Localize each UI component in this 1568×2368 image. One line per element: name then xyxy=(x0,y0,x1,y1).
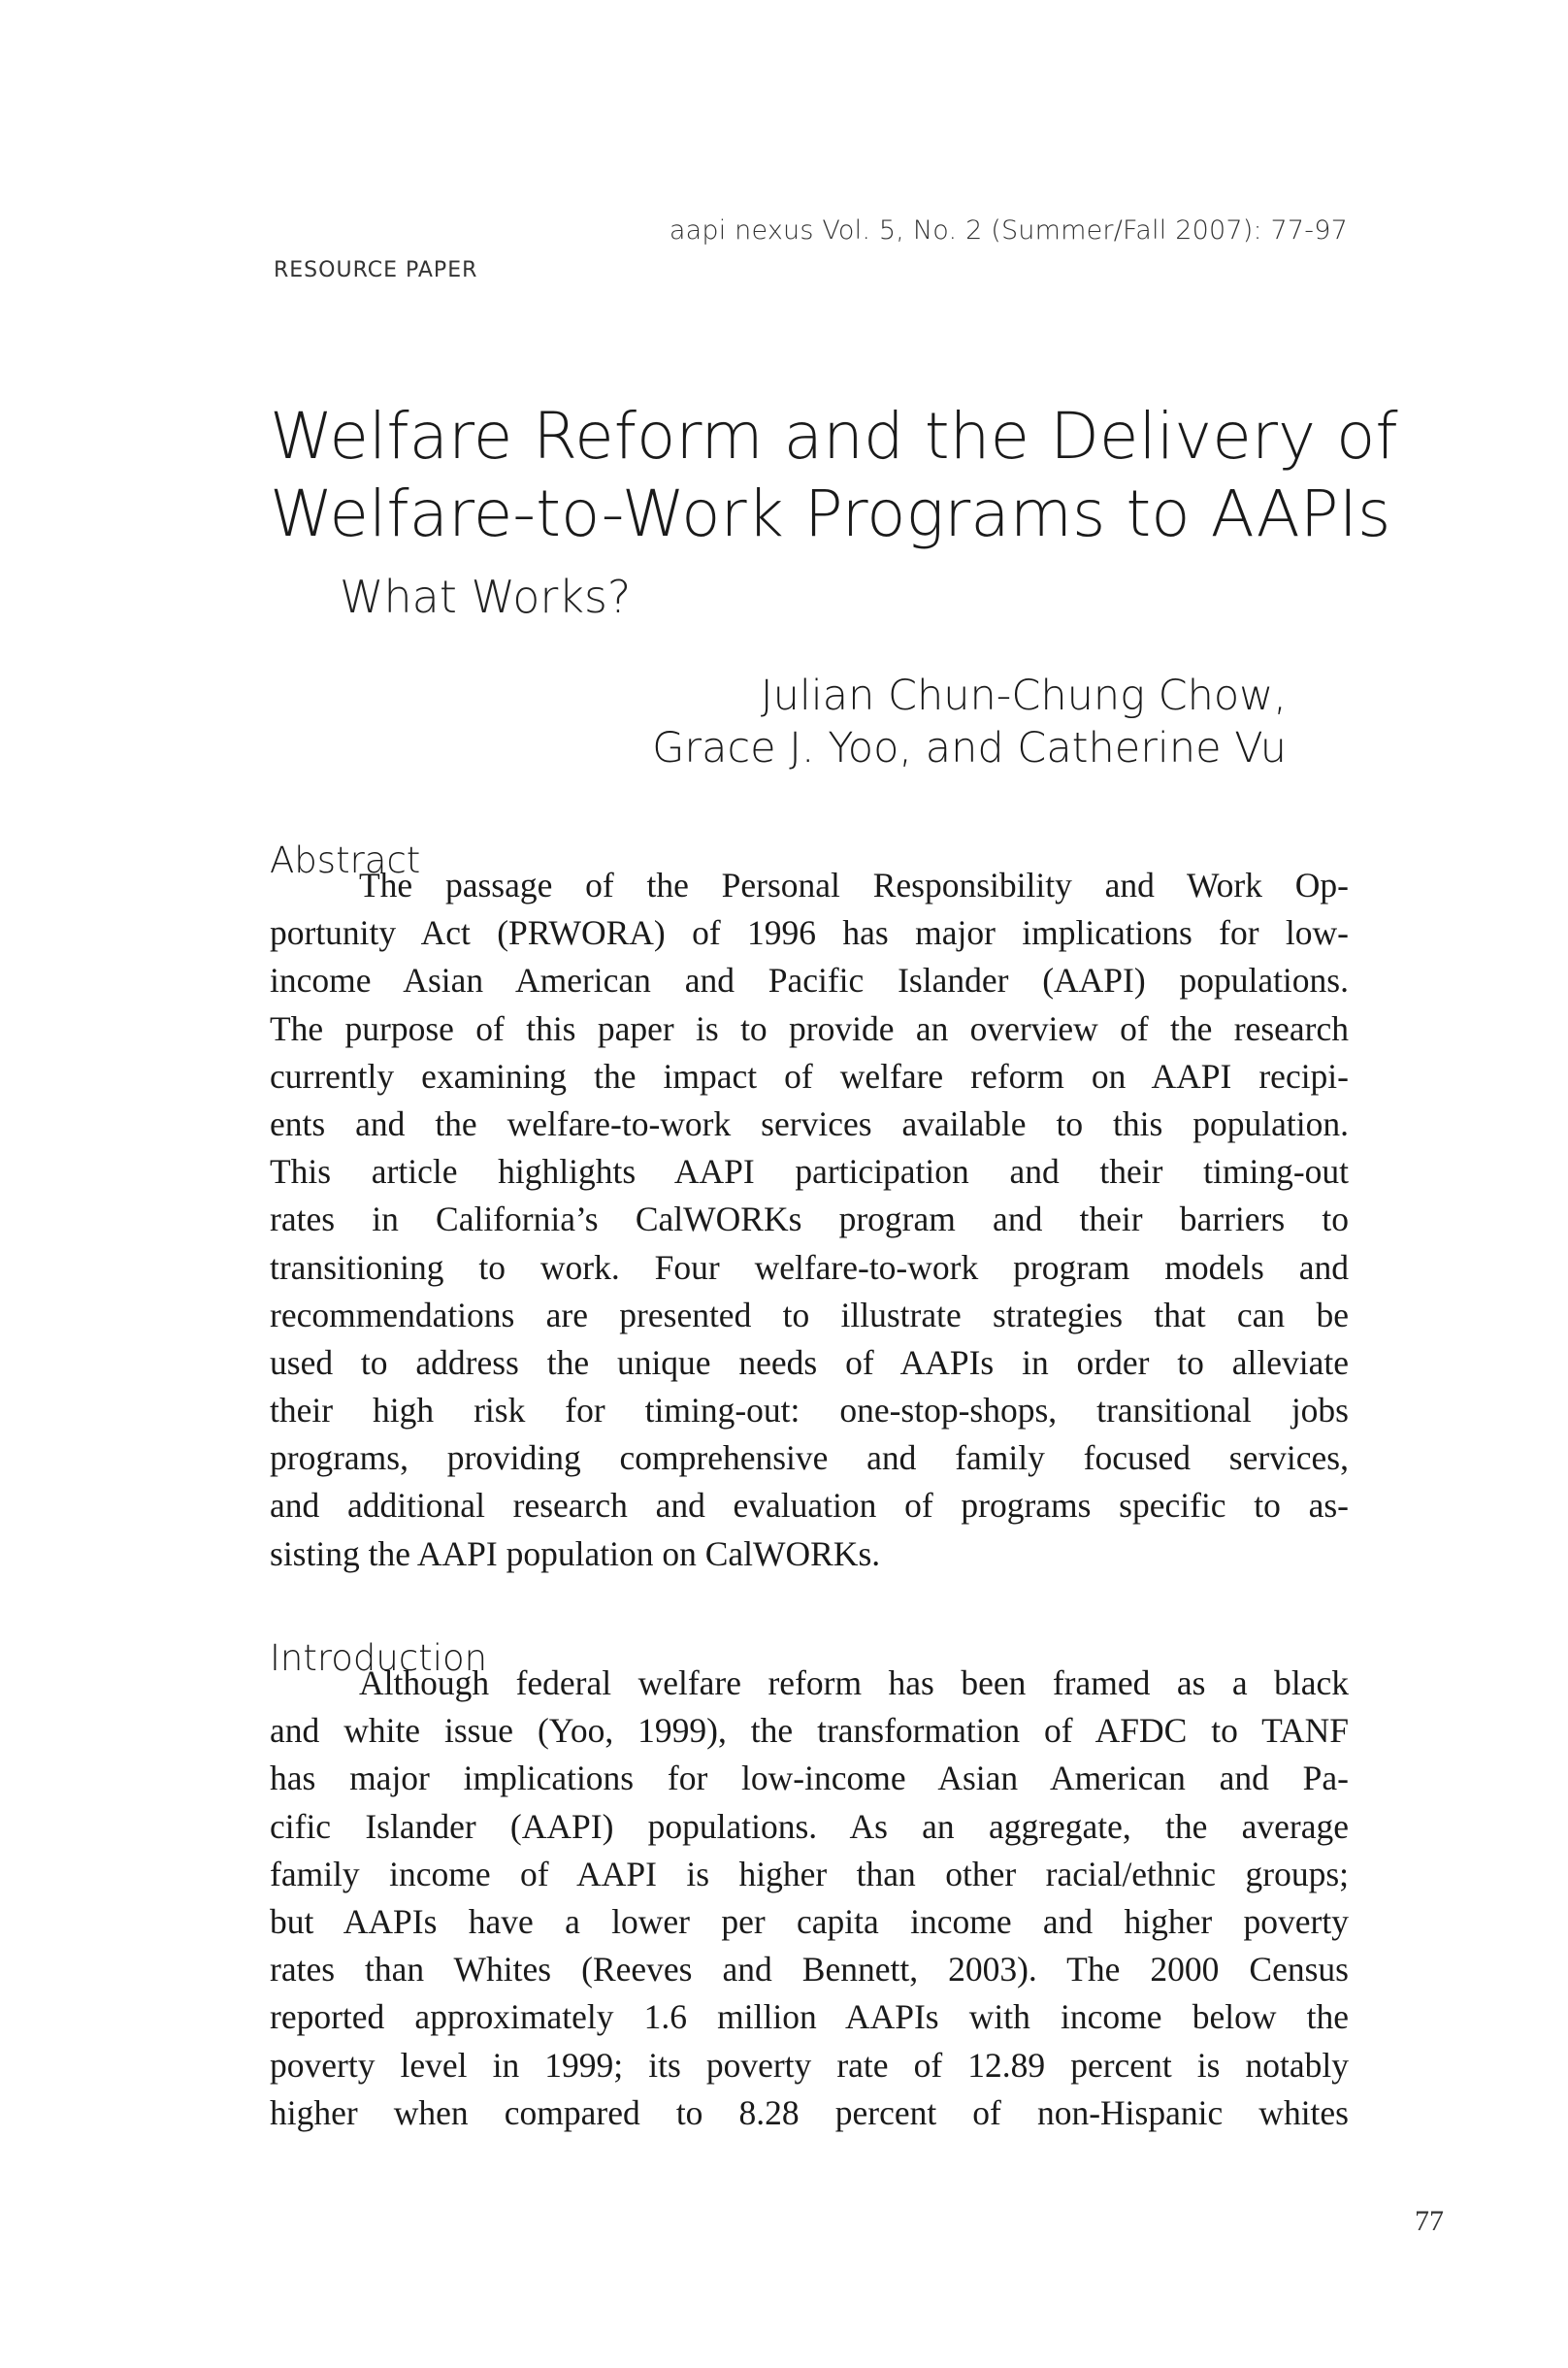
intro-line: higher when compared to 8.28 percent of non-Hispanic whites xyxy=(270,2092,1349,2132)
abstract-heading: Abstract xyxy=(270,839,421,881)
author-list xyxy=(652,670,1287,774)
section-label: RESOURCE PAPER xyxy=(274,258,478,282)
abstract-line: The purpose of this paper is to provide an overview of the research xyxy=(270,1008,1349,1048)
abstract-line: programs, providing comprehensive and family focused services, xyxy=(270,1438,1349,1478)
page-number: 77 xyxy=(1415,2205,1444,2237)
intro-line: poverty level in 1999; its poverty rate of 12.89 percent is notably xyxy=(270,2045,1349,2085)
article-title xyxy=(270,398,1398,553)
abstract-line: used to address the unique needs of AAPIs in order to alleviate xyxy=(270,1342,1349,1382)
author-line: Julian Chun-Chung Chow, xyxy=(760,672,1287,720)
title-line: Welfare-to-Work Programs to AAPIs xyxy=(270,477,1391,551)
abstract-line: recommendations are presented to illustrate strategies that can be xyxy=(270,1295,1349,1334)
intro-line: has major implications for low-income Asian American and Pa- xyxy=(270,1759,1349,1798)
author-line: Grace J. Yoo, and Catherine Vu xyxy=(652,724,1287,773)
intro-line: reported approximately 1.6 million AAPIs with income below the xyxy=(270,1997,1349,2037)
title-line: Welfare Reform and the Delivery of xyxy=(270,399,1398,474)
intro-line: but AAPIs have a lower per capita income and higher poverty xyxy=(270,1901,1349,1941)
intro-line: and white issue (Yoo, 1999), the transformation of AFDC to TANF xyxy=(270,1711,1349,1751)
abstract-line: ents and the welfare-to-work services available to this population. xyxy=(270,1103,1349,1143)
article-subtitle: What Works? xyxy=(340,571,632,623)
abstract-line: portunity Act (PRWORA) of 1996 has major implications for low- xyxy=(270,913,1349,953)
abstract-body xyxy=(270,862,1349,1578)
abstract-line: This article highlights AAPI participation and their timing-out xyxy=(270,1152,1349,1192)
abstract-line: The passage of the Personal Responsibility and Work Op- xyxy=(359,866,1349,904)
abstract-line: and additional research and evaluation of programs specific to as- xyxy=(270,1486,1349,1526)
abstract-line: currently examining the impact of welfare reform on AAPI recipi- xyxy=(270,1056,1349,1096)
abstract-line: sisting the AAPI population on CalWORKs. xyxy=(270,1533,881,1573)
intro-line: rates than Whites (Reeves and Bennett, 2003). The 2000 Census xyxy=(270,1950,1349,1990)
introduction-heading: Introduction xyxy=(270,1636,488,1679)
abstract-line: income Asian American and Pacific Islander (AAPI) populations. xyxy=(270,961,1349,1001)
introduction-body xyxy=(270,1660,1349,2137)
intro-line: Although federal welfare reform has been framed as a black xyxy=(359,1663,1349,1702)
intro-line: cific Islander (AAPI) populations. As an aggregate, the average xyxy=(270,1806,1349,1846)
abstract-line: their high risk for timing-out: one-stop-shops, transitional jobs xyxy=(270,1391,1349,1431)
intro-line: family income of AAPI is higher than other racial/ethnic groups; xyxy=(270,1854,1349,1893)
abstract-line: rates in California’s CalWORKs program and their barriers to xyxy=(270,1200,1349,1239)
journal-citation: aapi nexus Vol. 5, No. 2 (Summer/Fall 2007): 77-97 xyxy=(669,215,1348,246)
abstract-line: transitioning to work. Four welfare-to-work program models and xyxy=(270,1247,1349,1287)
